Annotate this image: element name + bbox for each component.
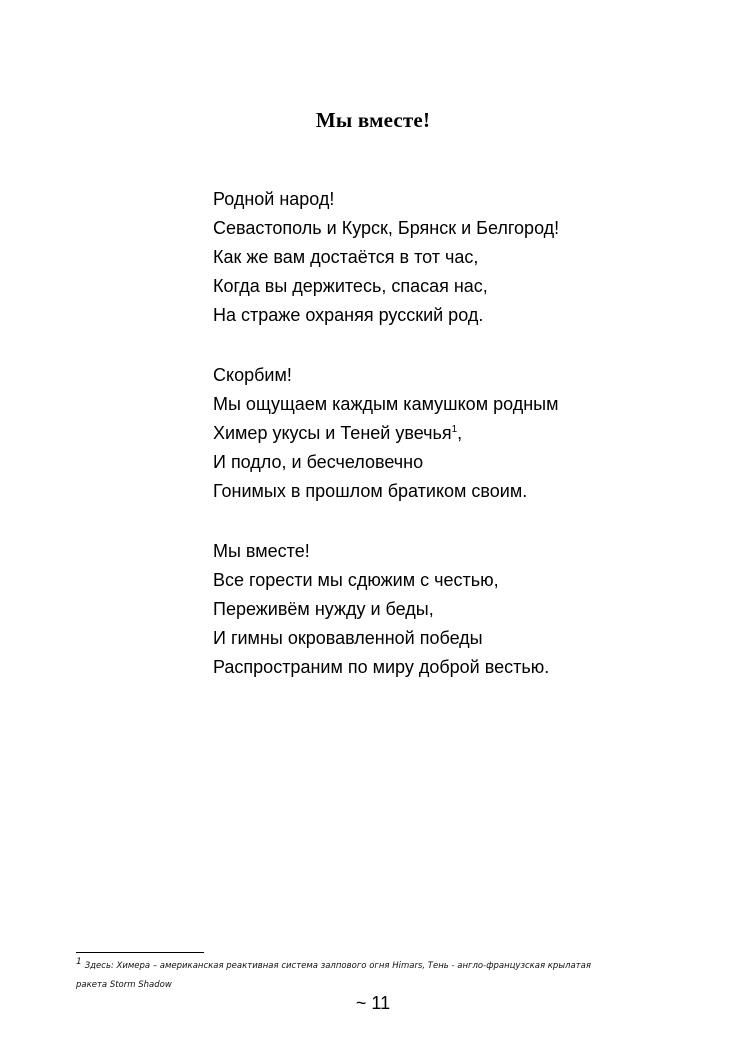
poem-line: И гимны окровавленной победы (213, 628, 483, 648)
page-number: ~ 11 (355, 993, 391, 1013)
poem-line: На страже охраняя русский род. (213, 305, 484, 325)
footnote-marker: 1 (76, 957, 82, 968)
footnote-reference[interactable]: 1 (451, 424, 458, 435)
poem-line: Как же вам достаётся в тот час, (213, 247, 479, 267)
poem-line: Мы ощущаем каждым камушком родным (213, 394, 559, 414)
poem-line: Гонимых в прошлом братиком своим. (213, 481, 528, 501)
footnote (76, 957, 596, 995)
poem-line: Скорбим! (213, 365, 292, 385)
footnote-separator (76, 952, 204, 953)
poem-line: Распространим по миру доброй вестью. (213, 657, 550, 677)
footnote-line-1 (76, 957, 596, 976)
footnote-line-2: ракета Storm Shadow (76, 980, 172, 990)
stanza-1 (213, 185, 559, 330)
poem-line: Все горести мы сдюжим с честью, (213, 570, 499, 590)
poem-line: Когда вы держитесь, спасая нас, (213, 276, 488, 296)
poem-line-with-footnote (213, 419, 558, 448)
poem-title: Мы вместе! (315, 108, 431, 132)
footnote-text: Здесь: Химера – американская реактивная система залпового огня Himars, Тень - англо-французская крылатая (84, 961, 591, 971)
punctuation: , (457, 423, 463, 443)
poem-line: Севастополь и Курск, Брянск и Белгород! (213, 218, 560, 238)
poem-line: И подло, и бесчеловечно (213, 452, 424, 472)
poem-line-text: Химер укусы и Теней увечья (213, 423, 452, 443)
stanza-3 (213, 537, 549, 682)
poem-line: Мы вместе! (213, 541, 310, 561)
poem-line: Родной народ! (213, 189, 335, 209)
stanza-2 (213, 361, 558, 506)
poem-line: Переживём нужду и беды, (213, 599, 434, 619)
